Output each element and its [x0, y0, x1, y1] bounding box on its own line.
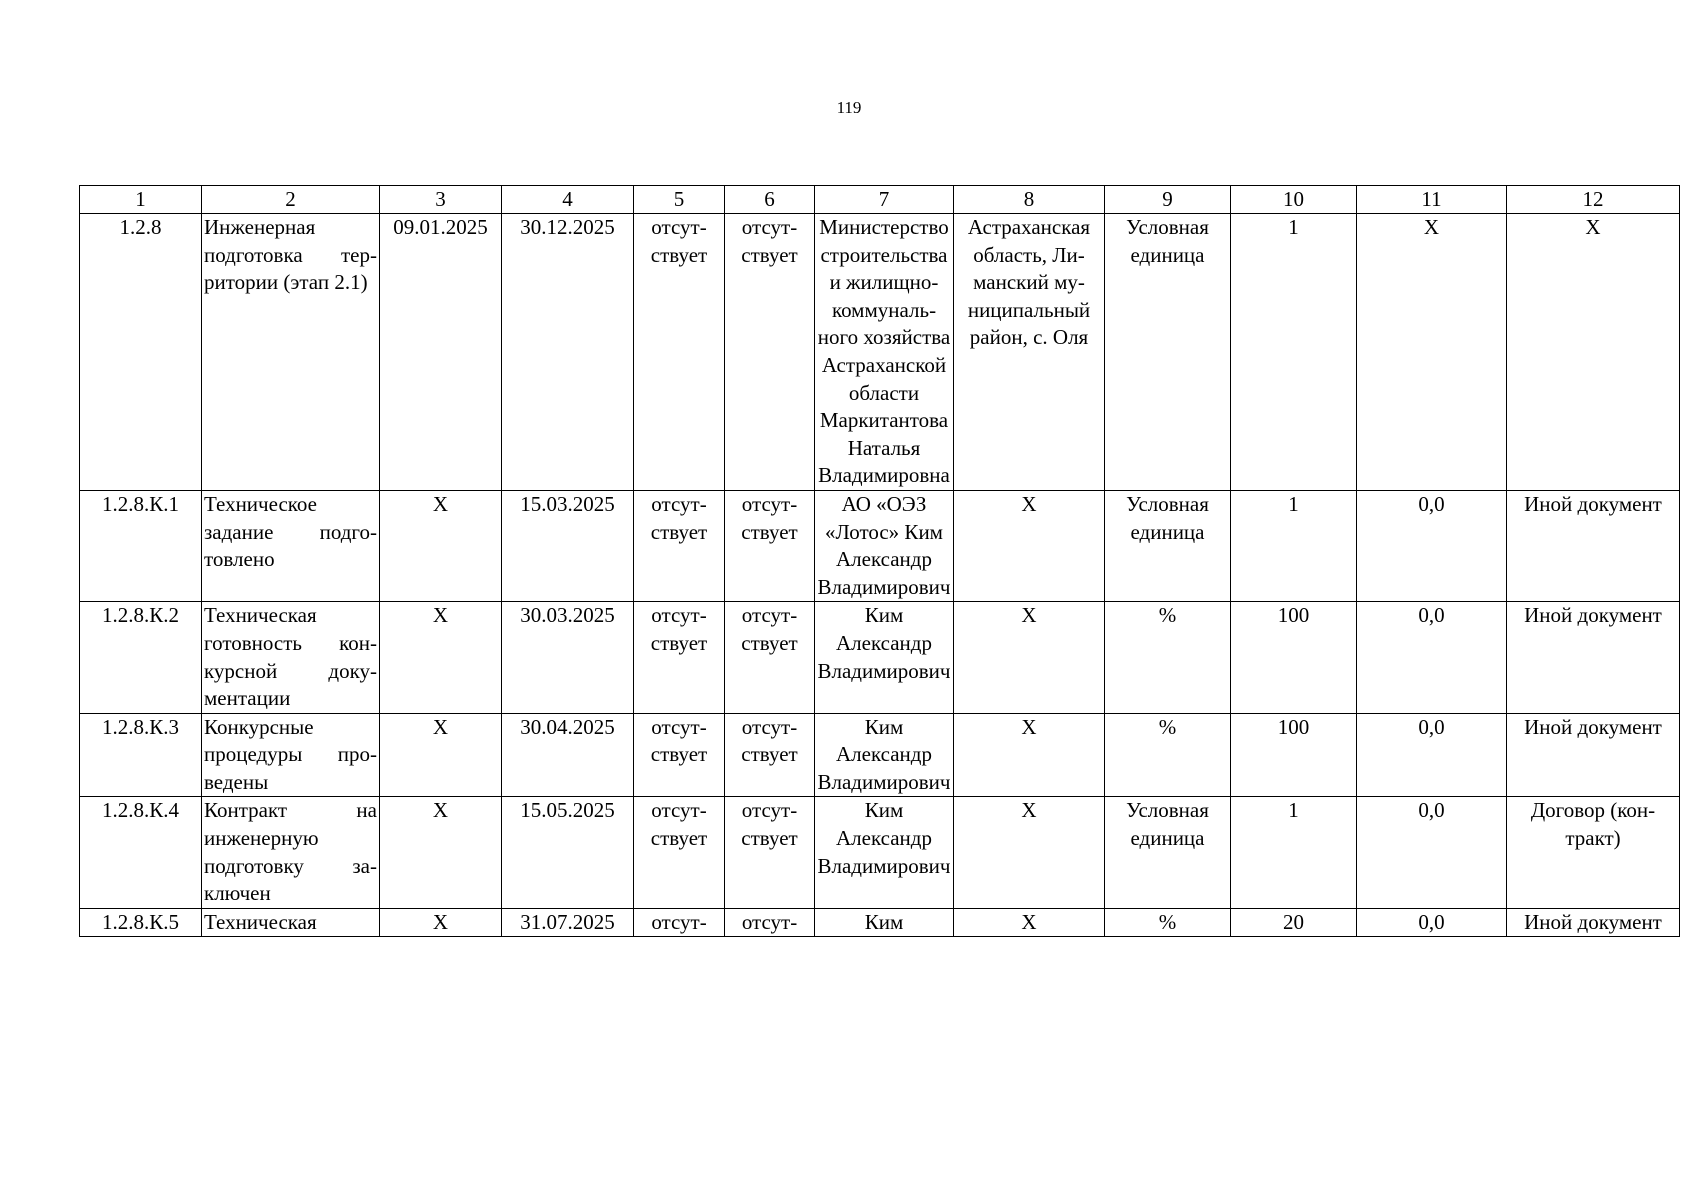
cell-value: 1: [1231, 214, 1357, 491]
cell-col5: отсутствует: [634, 797, 725, 908]
cell-col6: отсутствует: [725, 602, 815, 713]
cell-unit: %: [1105, 602, 1231, 713]
cell-location: X: [954, 490, 1105, 601]
plan-table: [79, 185, 1680, 937]
table-body: [80, 214, 1680, 937]
column-header: 11: [1357, 186, 1507, 214]
cell-col5: отсутствует: [634, 602, 725, 713]
cell-end: 30.03.2025: [502, 602, 634, 713]
cell-name: Контракт на инженерную подготовку заключен: [202, 797, 380, 908]
cell-end: 31.07.2025: [502, 908, 634, 937]
cell-name: Техническая готовность конкурсной документации: [202, 602, 380, 713]
cell-col6: отсутствует: [725, 214, 815, 491]
cell-col11: 0,0: [1357, 490, 1507, 601]
cell-col11: X: [1357, 214, 1507, 491]
cell-col12: Договор (контракт): [1507, 797, 1680, 908]
cell-end: 30.04.2025: [502, 713, 634, 797]
cell-end: 30.12.2025: [502, 214, 634, 491]
cell-location: X: [954, 602, 1105, 713]
table-row: [80, 797, 1680, 908]
cell-unit: Условная единица: [1105, 797, 1231, 908]
cell-location: X: [954, 797, 1105, 908]
column-header: 7: [815, 186, 954, 214]
cell-col11: 0,0: [1357, 602, 1507, 713]
cell-value: 100: [1231, 713, 1357, 797]
cell-responsible: Министерство строительства и жилищно-коммунального хозяйства Астраханской области Маркитантова Наталья Владимировна: [815, 214, 954, 491]
column-header: 2: [202, 186, 380, 214]
column-header: 9: [1105, 186, 1231, 214]
cell-col11: 0,0: [1357, 713, 1507, 797]
cell-responsible: Ким Александр Владимирович: [815, 602, 954, 713]
cell-col6: отсут-: [725, 908, 815, 937]
column-header: 8: [954, 186, 1105, 214]
cell-start: 09.01.2025: [380, 214, 502, 491]
cell-name: Техническая: [202, 908, 380, 937]
cell-responsible: АО «ОЭЗ «Лотос» Ким Александр Владимирович: [815, 490, 954, 601]
cell-col12: Иной документ: [1507, 602, 1680, 713]
cell-col11: 0,0: [1357, 797, 1507, 908]
cell-start: X: [380, 908, 502, 937]
cell-name: Техническое задание подготовлено: [202, 490, 380, 601]
cell-unit: Условная единица: [1105, 490, 1231, 601]
column-header: 10: [1231, 186, 1357, 214]
table-row: [80, 490, 1680, 601]
column-header: 3: [380, 186, 502, 214]
cell-value: 100: [1231, 602, 1357, 713]
column-header: 4: [502, 186, 634, 214]
column-header: 1: [80, 186, 202, 214]
cell-end: 15.05.2025: [502, 797, 634, 908]
cell-name: Инженерная подготовка территории (этап 2.1): [202, 214, 380, 491]
cell-responsible: Ким: [815, 908, 954, 937]
cell-id: 1.2.8.К.4: [80, 797, 202, 908]
cell-col5: отсут-: [634, 908, 725, 937]
cell-location: Астраханская область, Лиманский муниципальный район, с. Оля: [954, 214, 1105, 491]
cell-id: 1.2.8.К.1: [80, 490, 202, 601]
cell-start: X: [380, 602, 502, 713]
cell-col11: 0,0: [1357, 908, 1507, 937]
cell-col5: отсутствует: [634, 214, 725, 491]
cell-id: 1.2.8.К.3: [80, 713, 202, 797]
cell-col12: Иной документ: [1507, 713, 1680, 797]
cell-start: X: [380, 490, 502, 601]
cell-id: 1.2.8.К.2: [80, 602, 202, 713]
header-row: [80, 186, 1680, 214]
cell-value: 1: [1231, 797, 1357, 908]
table-row: [80, 713, 1680, 797]
cell-location: X: [954, 908, 1105, 937]
column-header: 5: [634, 186, 725, 214]
cell-location: X: [954, 713, 1105, 797]
column-header: 12: [1507, 186, 1680, 214]
cell-id: 1.2.8: [80, 214, 202, 491]
cell-name: Конкурсные процедуры проведены: [202, 713, 380, 797]
table-row: [80, 214, 1680, 491]
cell-col6: отсутствует: [725, 713, 815, 797]
cell-col6: отсутствует: [725, 490, 815, 601]
cell-col12: X: [1507, 214, 1680, 491]
cell-responsible: Ким Александр Владимирович: [815, 713, 954, 797]
cell-unit: %: [1105, 713, 1231, 797]
cell-col5: отсутствует: [634, 713, 725, 797]
cell-start: X: [380, 797, 502, 908]
cell-responsible: Ким Александр Владимирович: [815, 797, 954, 908]
cell-col6: отсутствует: [725, 797, 815, 908]
cell-value: 1: [1231, 490, 1357, 601]
cell-col12: Иной документ: [1507, 490, 1680, 601]
table-row: [80, 602, 1680, 713]
table-header: [80, 186, 1680, 214]
cell-value: 20: [1231, 908, 1357, 937]
cell-unit: %: [1105, 908, 1231, 937]
cell-end: 15.03.2025: [502, 490, 634, 601]
cell-unit: Условная единица: [1105, 214, 1231, 491]
page-number: 119: [836, 98, 862, 117]
cell-col5: отсутствует: [634, 490, 725, 601]
column-header: 6: [725, 186, 815, 214]
cell-id: 1.2.8.К.5: [80, 908, 202, 937]
table-row: [80, 908, 1680, 937]
cell-col12: Иной документ: [1507, 908, 1680, 937]
cell-start: X: [380, 713, 502, 797]
